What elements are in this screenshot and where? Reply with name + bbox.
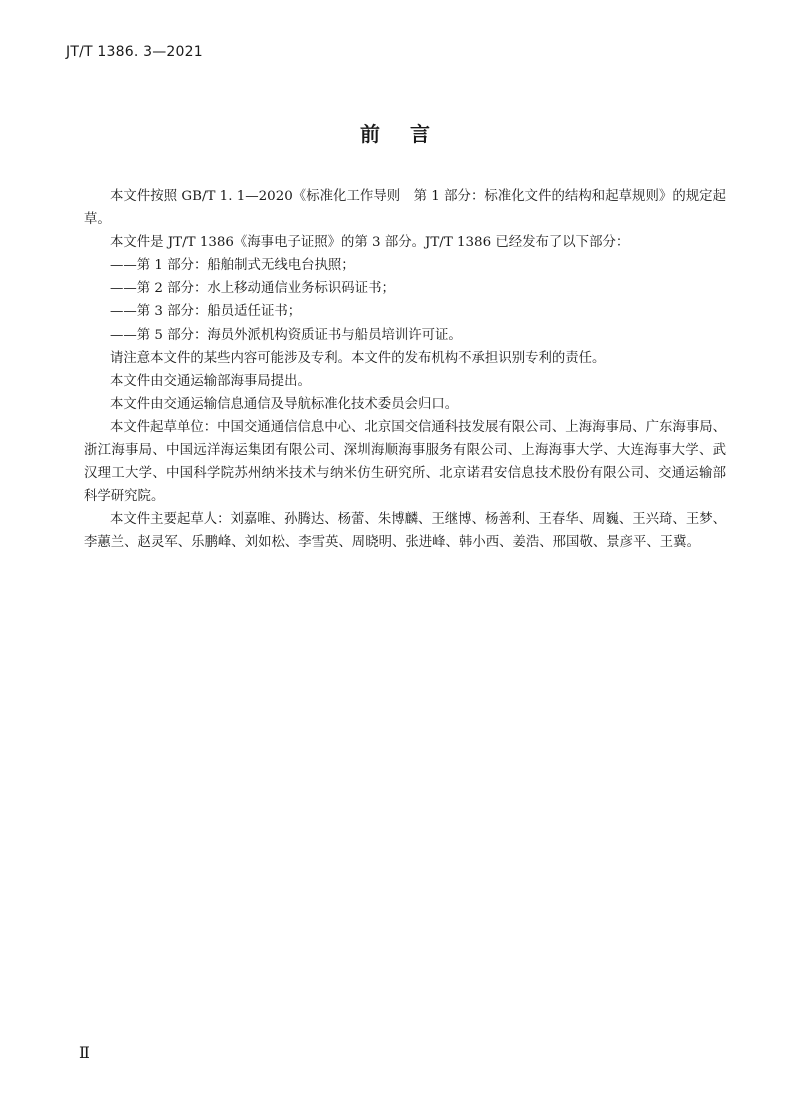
paragraph-patent-notice: 请注意本文件的某些内容可能涉及专利。本文件的发布机构不承担识别专利的责任。: [110, 350, 606, 366]
list-item-part-1: ——第 1 部分：船舶制式无线电台执照；: [110, 258, 355, 274]
page-number: Ⅱ: [79, 1043, 90, 1062]
paragraph-drafters: 本文件主要起草人：刘嘉唯、孙腾达、杨蕾、朱博麟、王继博、杨善利、王春华、周巍、王兴琦、王梦、李蕙兰、赵灵军、乐鹏峰、刘如松、李雪英、周晓明、张进峰、韩小西、姜浩、邢国敬、景彦平、王冀。: [84, 512, 726, 551]
list-item-part-3: ——第 3 部分：船员适任证书；: [110, 304, 302, 320]
document-code: JT/T 1386. 3—2021: [66, 44, 203, 60]
paragraph-proposer: 本文件由交通运输部海事局提出。: [110, 373, 311, 389]
list-item-part-2: ——第 2 部分：水上移动通信业务标识码证书；: [110, 281, 395, 297]
list-item-part-5: ——第 5 部分：海员外派机构资质证书与船员培训许可证。: [110, 327, 462, 343]
foreword-body: [84, 185, 726, 555]
paragraph-drafting-basis: 本文件按照 GB/T 1. 1—2020《标准化工作导则 第 1 部分：标准化文件的结构和起草规则》的规定起草。: [84, 189, 726, 228]
paragraph-series-intro: 本文件是 JT/T 1386《海事电子证照》的第 3 部分。JT/T 1386 已经发布了以下部分：: [110, 235, 630, 251]
page-title: 前言: [360, 122, 460, 146]
paragraph-committee: 本文件由交通运输信息通信及导航标准化技术委员会归口。: [110, 396, 459, 412]
paragraph-drafting-units: 本文件起草单位：中国交通通信信息中心、北京国交信通科技发展有限公司、上海海事局、广东海事局、浙江海事局、中国远洋海运集团有限公司、深圳海顺海事服务有限公司、上海海事大学、大连海事大学、武汉理工大学、中国科学院苏州纳米技术与纳米仿生研究所、北京诺君安信息技术股份有限公司、交通运输部科学研究院。: [84, 419, 726, 505]
